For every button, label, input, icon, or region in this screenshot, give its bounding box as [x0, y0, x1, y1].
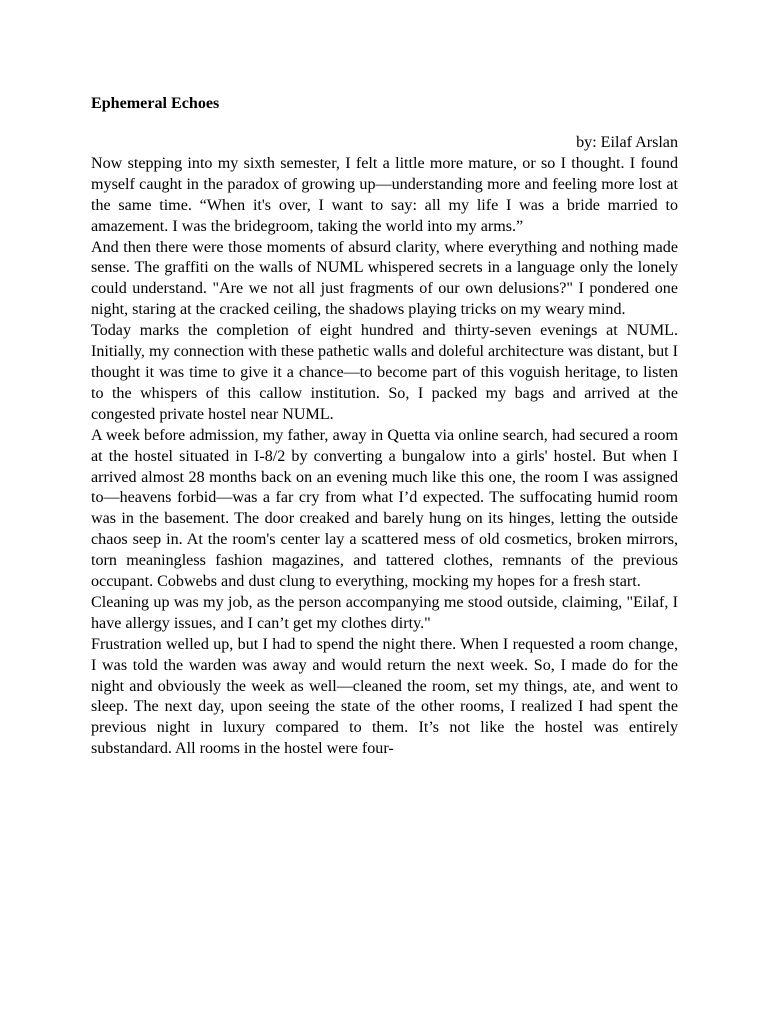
paragraph: Cleaning up was my job, as the person accompanying me stood outside, claiming, "Eilaf, I have allergy issues, and I can’t get my clothes dirty."	[91, 593, 678, 632]
document-body	[91, 94, 678, 760]
paragraph: And then there were those moments of absurd clarity, where everything and nothing made sense. The graffiti on the walls of NUML whispered secrets in a language only the lonely could understand. "Are we not all just fragments of our own delusions?" I pondered one night, staring at the cracked ceiling, the shadows playing tricks on my weary mind.	[91, 238, 678, 319]
paragraph: Frustration welled up, but I had to spend the night there. When I requested a room change, I was told the warden was away and would return the next week. So, I made do for the night and obviously the week as well—cleaned the room, set my things, ate, and went to sleep. The next day, upon seeing the state of the other rooms, I realized I had spent the previous night in luxury compared to them. It’s not like the hostel was entirely substandard. All rooms in the hostel were four-	[91, 635, 678, 758]
paragraph: Now stepping into my sixth semester, I felt a little more mature, or so I thought. I found myself caught in the paradox of growing up—understanding more and feeling more lost at the same time. “When it's over, I want to say: all my life I was a bride married to amazement. I was the bridegroom, taking the world into my arms.”	[91, 154, 678, 235]
paragraph: A week before admission, my father, away in Quetta via online search, had secured a room at the hostel situated in I-8/2 by converting a bungalow into a girls' hostel. But when I arrived almost 28 months back on an evening much like this one, the room I was assigned to—heavens forbid—was a far cry from what I’d expected. The suffocating humid room was in the basement. The door creaked and barely hung on its hinges, letting the outside chaos seep in. At the room's center lay a scattered mess of old cosmetics, broken mirrors, torn meaningless fashion magazines, and tattered clothes, remnants of the previous occupant. Cobwebs and dust clung to everything, mocking my hopes for a fresh start.	[91, 426, 678, 591]
paragraph: Today marks the completion of eight hundred and thirty-seven evenings at NUML. Initially, my connection with these pathetic walls and doleful architecture was distant, but I thought it was time to give it a chance—to become part of this voguish heritage, to listen to the whispers of this callow institution. So, I packed my bags and arrived at the congested private hostel near NUML.	[91, 322, 678, 423]
document-title: Ephemeral Echoes	[91, 95, 220, 112]
author-byline: by: Eilaf Arslan	[576, 134, 678, 151]
